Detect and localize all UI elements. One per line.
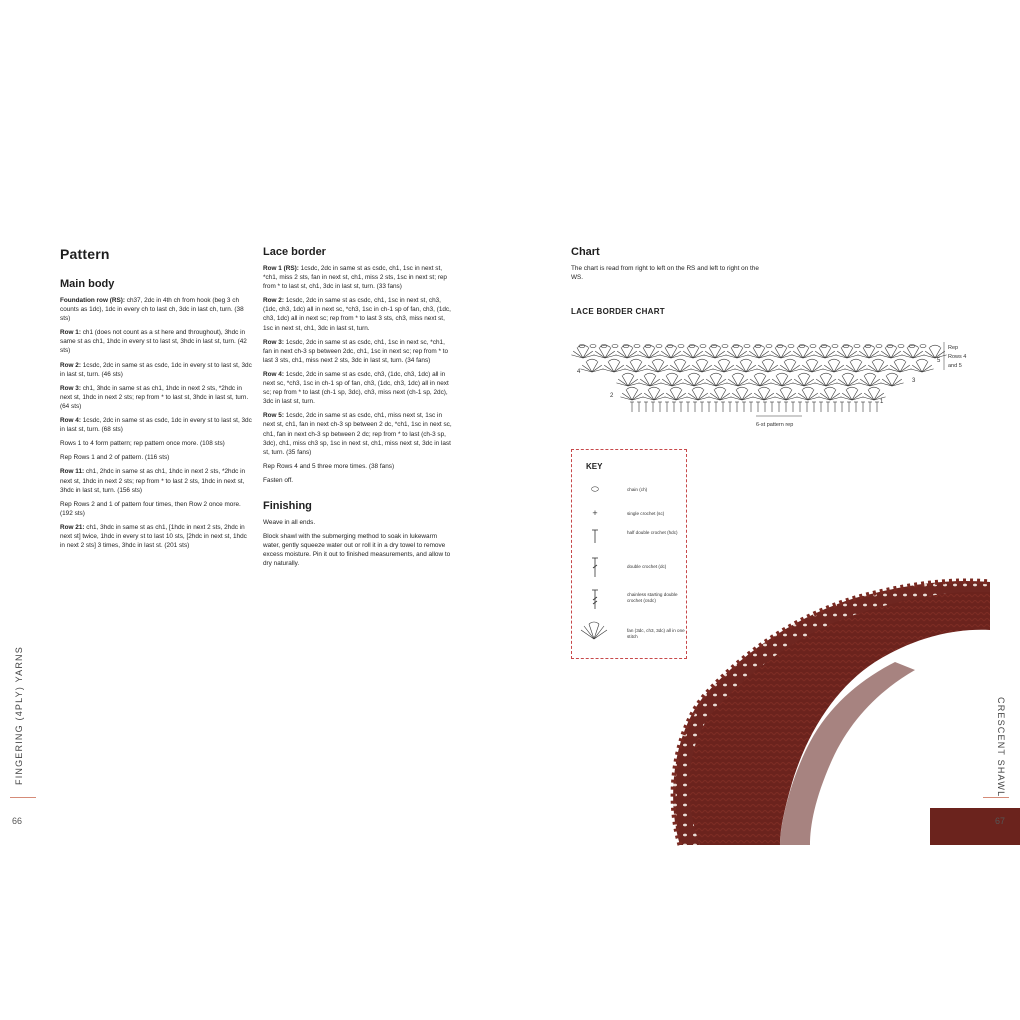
chart-chain <box>898 345 904 348</box>
page-title: Pattern <box>60 246 110 262</box>
single-crochet-icon: + <box>592 508 598 518</box>
chart-fan <box>822 359 845 372</box>
chart-chain <box>678 345 684 348</box>
chart-fan <box>880 373 903 386</box>
lace-border-text <box>263 264 454 485</box>
left-running-head: FINGERING (4PLY) YARNS <box>14 646 24 785</box>
key-label: single crochet (sc) <box>627 511 665 516</box>
main-body-paragraph: Row 2: 1csdc, 2dc in same st as csdc, 1dc in every st to last st, 3dc in last st, turn. (46 sts) <box>60 361 252 378</box>
chart-chain <box>700 345 706 348</box>
chart-chain <box>634 345 640 348</box>
lace-border-paragraph: Row 2: 1csdc, 2dc in same st as csdc, ch1, 1sc in next st, ch3, (1dc, ch3, 1dc) all in next sc, *ch3, 1sc in ch-1 sp of fan, ch3, (1dc, ch3, 1dc) all in next sc; rep from * to last 3 sts, ch3, miss next st, 1sc in next st, ch1, 3dc in last st, turn. <box>263 297 451 332</box>
chart-fan <box>840 387 863 400</box>
chart-chain <box>788 345 794 348</box>
chart-chain <box>876 345 882 348</box>
key-label: half double crochet (hdc) <box>627 530 678 535</box>
chart-fan <box>858 373 881 386</box>
main-body-paragraph: Row 21: ch1, 3hdc in same st as ch1, [1hdc in next 2 sts, 2hdc in next st] twice, 1hdc in every st to last 10 sts, [2hdc in next st, 1hdc in next 2 sts] 3 times, 3hdc in last st. (201 sts) <box>60 523 247 550</box>
lace-border-paragraph: Row 4: 1csdc, 2dc in same st as csdc, ch3, (1dc, ch3, 1dc) all in next sc, *ch3, 1sc in ch-1 sp of fan, ch3, (1dc, ch3, 1dc) all in next sc; rep from * to last (ch-1 sp, 3dc), ch3, miss next (ch-1 sp, 2dc), 3dc in last st, turn. <box>263 370 449 406</box>
chart-fan <box>866 359 889 372</box>
chainless-starting-double-crochet-icon <box>586 588 604 612</box>
lace-border-chart <box>562 330 967 430</box>
main-body-paragraph: Row 4: 1csdc, 2dc in same st as csdc, 1dc in every st to last st, 3dc in last st, turn. (68 sts) <box>60 417 252 434</box>
chart-fan <box>646 359 669 372</box>
double-crochet-icon <box>586 556 604 580</box>
right-rule <box>983 797 1009 798</box>
chart-fan <box>602 359 625 372</box>
chart-fan <box>814 373 837 386</box>
chart-fan <box>712 359 735 372</box>
chart-fan <box>726 373 749 386</box>
lace-border-paragraph: Row 3: 1csdc, 2dc in same st as csdc, ch1, 1sc in next sc, *ch1, fan in next ch-3 sp between 2dc, ch1, 1sc in next sc; rep from * to last 3 sts, ch1, miss next 2 sts, 3dc in last st, turn. (34 fans) <box>263 338 449 364</box>
lace-border-paragraph: Fasten off. <box>263 476 294 484</box>
left-page-number: 66 <box>12 816 23 826</box>
lace-border-heading: Lace border <box>263 246 326 258</box>
lace-border-column <box>263 246 454 573</box>
chart-fan <box>774 387 797 400</box>
chart-fan <box>888 359 911 372</box>
chart-fan <box>708 387 731 400</box>
row-label-5: 5 <box>937 358 941 364</box>
main-body-paragraph: Foundation row (RS): ch37, 2dc in 4th ch from hook (beg 3 ch counts as 1dc), 1dc in every ch to last ch, 3dc in last ch, turn. (38 sts) <box>60 297 244 323</box>
chart-chain <box>722 345 728 348</box>
fan-icon <box>578 622 610 642</box>
chart-fan <box>664 387 687 400</box>
chart-fan <box>690 359 713 372</box>
chart-chain <box>766 345 772 348</box>
lace-chart-title: LACE BORDER CHART <box>571 307 665 317</box>
chart-fan <box>682 373 705 386</box>
main-body-paragraph: Row 1: ch1 (does not count as a st here and throughout), 3hdc in same st as ch1, 1hdc in every st to last st, 3hdc in last st, turn. (42 sts) <box>60 329 247 355</box>
chart-fan <box>752 387 775 400</box>
rep-note-3: and 5 <box>948 363 962 369</box>
left-rule <box>10 797 36 798</box>
chart-intro: The chart is read from right to left on the RS and left to right on the WS. <box>571 265 759 282</box>
main-body-text <box>60 296 252 550</box>
right-page-number: 67 <box>995 816 1006 826</box>
chart-fan <box>638 373 661 386</box>
chart-heading: Chart <box>571 246 600 258</box>
chart-fan <box>836 373 859 386</box>
row-label-4: 4 <box>577 369 581 375</box>
right-running-head: CRESCENT SHAWL <box>996 697 1006 798</box>
chart-chain <box>832 345 838 348</box>
row-label-1: 1 <box>880 399 884 405</box>
chart-chain <box>920 345 926 348</box>
chart-fan <box>818 387 841 400</box>
chart-chain <box>810 345 816 348</box>
key-title: KEY <box>586 462 603 471</box>
chart-fan <box>620 387 643 400</box>
chart-fan <box>792 373 815 386</box>
pattern-rep-label: 6-st pattern rep <box>756 422 794 428</box>
chart-chain <box>612 345 618 348</box>
chart-fan <box>923 345 946 358</box>
chart-fan <box>770 373 793 386</box>
key-label: chain (ch) <box>627 487 648 492</box>
rep-note-2: Rows 4 <box>948 354 967 360</box>
chart-chain <box>854 345 860 348</box>
main-body-paragraph: Row 11: ch1, 2hdc in same st as ch1, 1hdc in next 2 sts, *2hdc in next st, 1hdc in next 2 sts; rep from * to last 2 sts, 1hdc in next st, 3hdc in last st, turn. (156 sts) <box>60 468 246 494</box>
chart-fan <box>624 359 647 372</box>
chart-fan <box>704 373 727 386</box>
chart-chain <box>656 345 662 348</box>
lace-border-paragraph: Row 5: 1csdc, 2dc in same st as csdc, ch1, miss next st, 1sc in next st, ch1, fan in next ch-3 sp between 2 dc, *ch1, 1sc in next sc, ch1, fan in next ch-3 sp between 2 dc; rep from * to last (ch-3 sp, 3dc), ch1, miss ch3 sp, 1sc in next st, ch1, miss next st, 3dc in last st, turn. (35 fans) <box>263 412 452 456</box>
main-body-heading: Main body <box>60 278 115 290</box>
chart-fan <box>686 387 709 400</box>
chart-fan <box>642 387 665 400</box>
finishing-paragraph: Weave in all ends. <box>263 518 316 526</box>
main-body-paragraph: Row 3: ch1, 3hdc in same st as ch1, 1hdc in next 2 sts, *2hdc in next st, 1hdc in next 2 sts; rep from * to last st, 3hdc in last st, turn. (64 sts) <box>60 384 249 410</box>
main-body-paragraph: Rows 1 to 4 form pattern; rep pattern once more. (108 sts) <box>60 440 225 448</box>
chart-fan <box>660 373 683 386</box>
main-body-paragraph: Rep Rows 2 and 1 of pattern four times, then Row 2 once more. (192 sts) <box>60 500 241 517</box>
chart-fan <box>844 359 867 372</box>
half-double-crochet-icon <box>586 528 604 546</box>
finishing-text <box>263 518 454 568</box>
key-label: double crochet (dc) <box>627 564 667 569</box>
shawl-photo <box>660 570 1020 845</box>
chart-fan <box>730 387 753 400</box>
finishing-paragraph: Block shawl with the submerging method to soak in lukewarm water, gently squeeze water out or roll it in a dry towel to remove excess moisture. Pin it out to finished measurements, and allow to dry naturally. <box>263 533 451 568</box>
chart-svg <box>562 330 967 430</box>
lace-border-paragraph: Row 1 (RS): 1csdc, 2dc in same st as csdc, ch1, 1sc in next st, *ch1, miss 2 sts, fan in next st, ch1, miss 2 sts, 1sc in next st; rep from * to last st, ch1, 3dc in last st, turn. (33 fans) <box>263 265 447 291</box>
finishing-heading: Finishing <box>263 499 312 512</box>
chart-fan <box>748 373 771 386</box>
pattern-column <box>60 246 252 555</box>
row-label-3: 3 <box>912 378 916 384</box>
chart-fan <box>778 359 801 372</box>
row-label-2: 2 <box>610 393 614 399</box>
main-body-paragraph: Rep Rows 1 and 2 of pattern. (116 sts) <box>60 454 170 462</box>
chart-fan <box>668 359 691 372</box>
chart-chain <box>590 345 596 348</box>
chart-fan <box>796 387 819 400</box>
chart-fan <box>734 359 757 372</box>
chart-fan <box>756 359 779 372</box>
chart-fan <box>616 373 639 386</box>
chart-fan <box>910 359 933 372</box>
lace-border-paragraph: Rep Rows 4 and 5 three more times. (38 fans) <box>263 462 395 470</box>
chart-fan <box>580 359 603 372</box>
key-label: chainless starting double crochet (csdc) <box>627 592 678 604</box>
chart-column <box>571 246 761 322</box>
key-label: fan (3dc, ch3, 3dc) all in one stitch <box>627 628 685 640</box>
chart-chain <box>744 345 750 348</box>
chain-icon: ⬭ <box>591 484 599 494</box>
chart-fan <box>800 359 823 372</box>
rep-note-1: Rep <box>948 345 959 351</box>
